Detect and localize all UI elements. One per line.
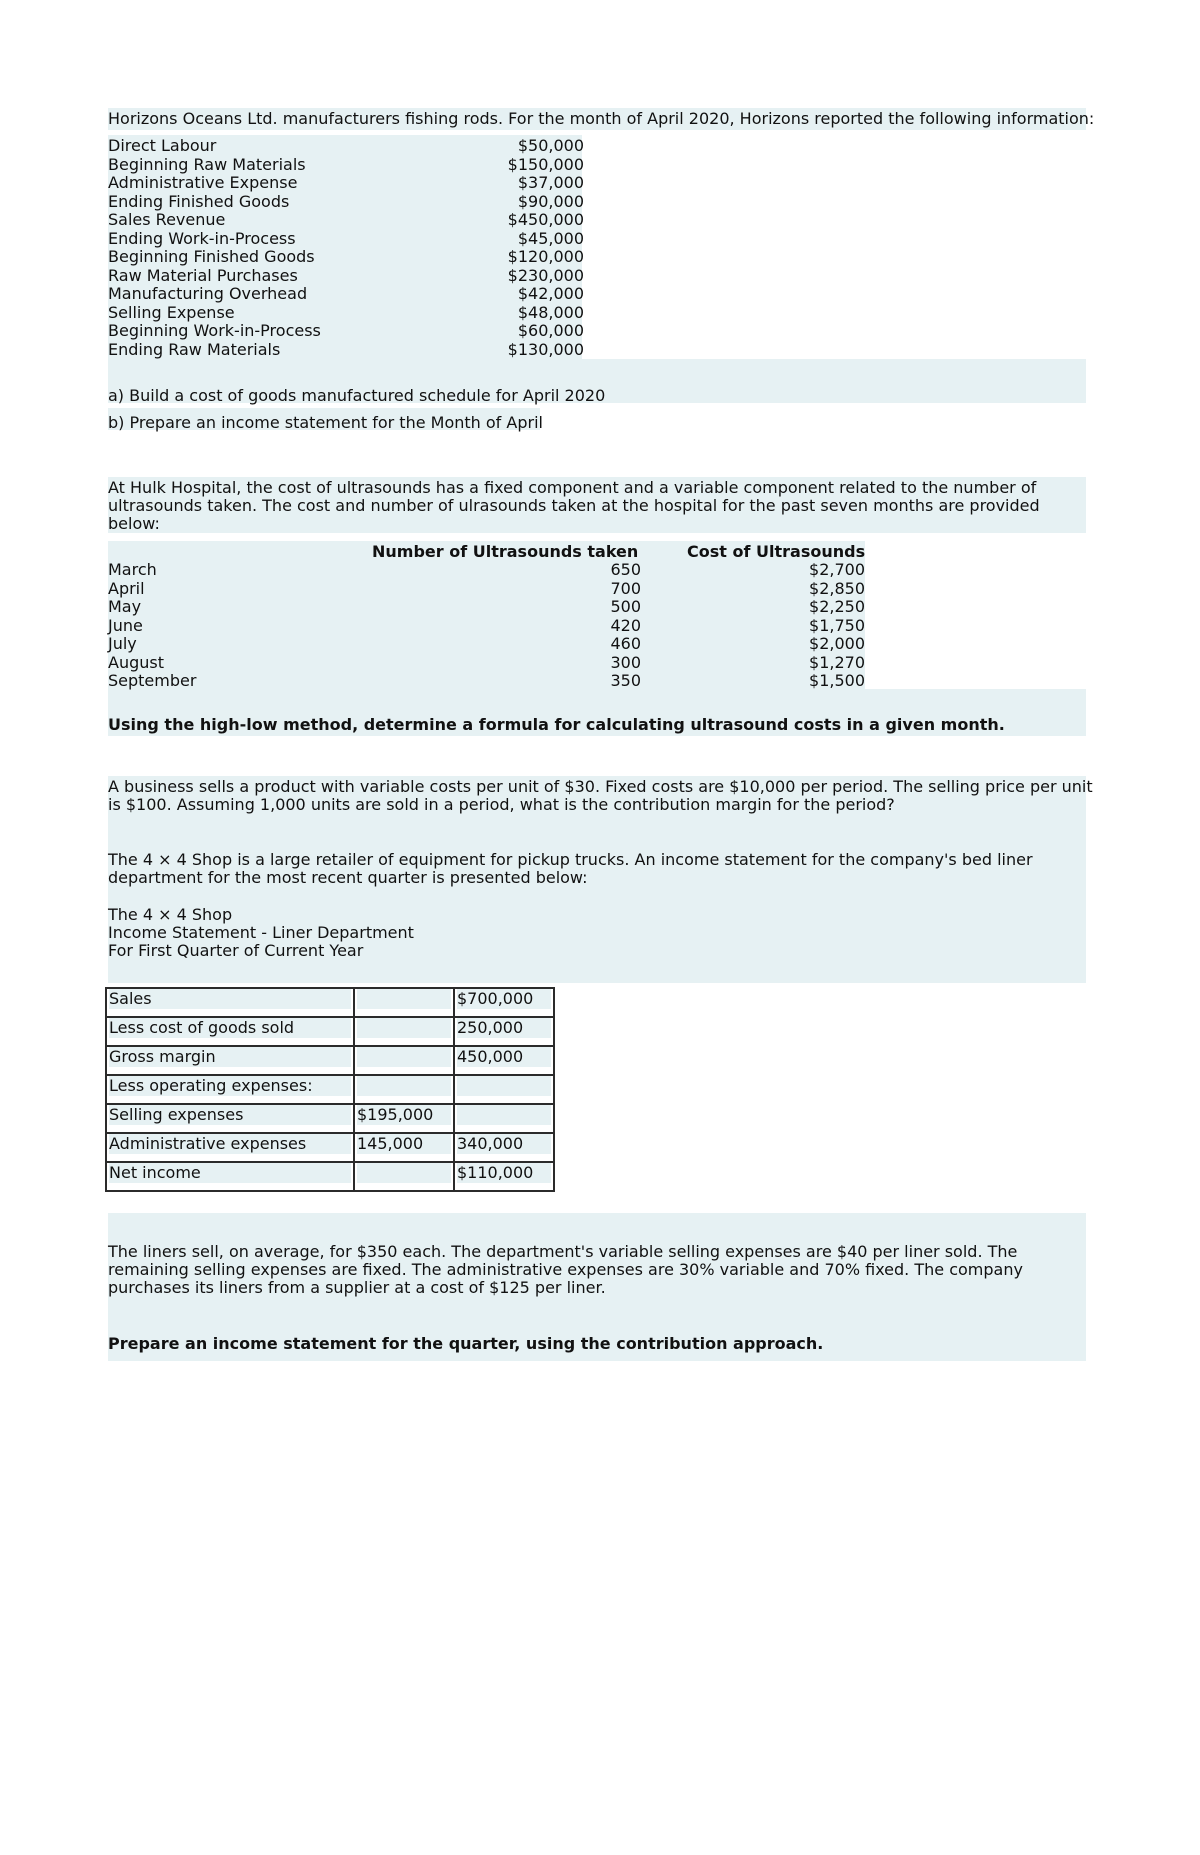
problem2-intro-line2: ultrasounds taken. The cost and number of ulrasounds taken at the hospital for the past seven months are provided <box>108 496 1040 515</box>
column-header-cost: Cost of Ultrasounds <box>687 542 866 561</box>
problem4-para-line2: remaining selling expenses are fixed. The administrative expenses are 30% variable and 70% fixed. The company <box>108 1260 1023 1279</box>
table-row: Less operating expenses: <box>106 1075 554 1104</box>
list-item: Administrative Expense $37,000 <box>108 173 584 192</box>
problem2-intro-line3: below: <box>108 514 160 533</box>
table-row: May 500 $2,250 <box>108 597 865 616</box>
list-item: Sales Revenue $450,000 <box>108 210 584 229</box>
problem4-para-line3: purchases its liners from a supplier at a cost of $125 per liner. <box>108 1278 606 1297</box>
table-row: Less cost of goods sold 250,000 <box>106 1017 554 1046</box>
problem1-question-b: b) Prepare an income statement for the Month of April <box>108 413 543 432</box>
problem1-intro: Horizons Oceans Ltd. manufacturers fishing rods. For the month of April 2020, Horizons reported the following information: <box>108 109 1095 128</box>
problem3-line1: A business sells a product with variable costs per unit of $30. Fixed costs are $10,000 per period. The selling price per unit <box>108 777 1093 796</box>
statement-heading-title: Income Statement - Liner Department <box>108 923 414 942</box>
problem4-intro-line1: The 4 × 4 Shop is a large retailer of equipment for pickup trucks. An income statement for the company's bed liner <box>108 850 1033 869</box>
table-row: July 460 $2,000 <box>108 634 865 653</box>
problem4-question: Prepare an income statement for the quarter, using the contribution approach. <box>108 1334 824 1353</box>
list-item: Beginning Finished Goods $120,000 <box>108 247 584 266</box>
list-item: Ending Finished Goods $90,000 <box>108 191 584 211</box>
column-header-count: Number of Ultrasounds taken <box>372 542 639 561</box>
list-item: Beginning Work-in-Process $60,000 <box>108 321 584 340</box>
problem3-line2: is $100. Assuming 1,000 units are sold in a period, what is the contribution margin for the period? <box>108 795 895 814</box>
ultrasound-table <box>108 561 865 691</box>
list-item: Ending Raw Materials $130,000 <box>108 339 584 359</box>
problem4-intro-line2: department for the most recent quarter is presented below: <box>108 868 588 887</box>
list-item: Direct Labour $50,000 <box>108 136 584 155</box>
problem1-items <box>108 137 584 359</box>
list-item: Beginning Raw Materials $150,000 <box>108 154 584 174</box>
problem2-question: Using the high-low method, determine a formula for calculating ultrasound costs in a given month. <box>108 715 1005 734</box>
problem1-question-a: a) Build a cost of goods manufactured schedule for April 2020 <box>108 386 606 405</box>
table-row: Net income $110,000 <box>106 1162 554 1191</box>
table-row: Gross margin 450,000 <box>106 1046 554 1075</box>
list-item: Selling Expense $48,000 <box>108 302 584 322</box>
list-item: Ending Work-in-Process $45,000 <box>108 228 584 248</box>
table-row: June 420 $1,750 <box>108 615 865 635</box>
table-row: Administrative expenses 145,000 340,000 <box>106 1133 554 1162</box>
table-row: Selling expenses $195,000 <box>106 1104 554 1133</box>
statement-heading-period: For First Quarter of Current Year <box>108 941 364 960</box>
statement-heading-company: The 4 × 4 Shop <box>108 905 233 924</box>
list-item: Raw Material Purchases $230,000 <box>108 265 584 285</box>
table-row: April 700 $2,850 <box>108 578 865 598</box>
table-row: March 650 $2,700 <box>108 560 865 579</box>
list-item: Manufacturing Overhead $42,000 <box>108 284 584 303</box>
table-row: Sales $700,000 <box>106 988 554 1017</box>
table-row: September 350 $1,500 <box>108 671 865 690</box>
table-row: August 300 $1,270 <box>108 652 865 672</box>
income-statement-table <box>105 987 555 1192</box>
problem4-para-line1: The liners sell, on average, for $350 each. The department's variable selling expenses are $40 per liner sold. The <box>108 1242 1018 1261</box>
problem2-intro-line1: At Hulk Hospital, the cost of ultrasounds has a fixed component and a variable component related to the number of <box>108 478 1037 497</box>
